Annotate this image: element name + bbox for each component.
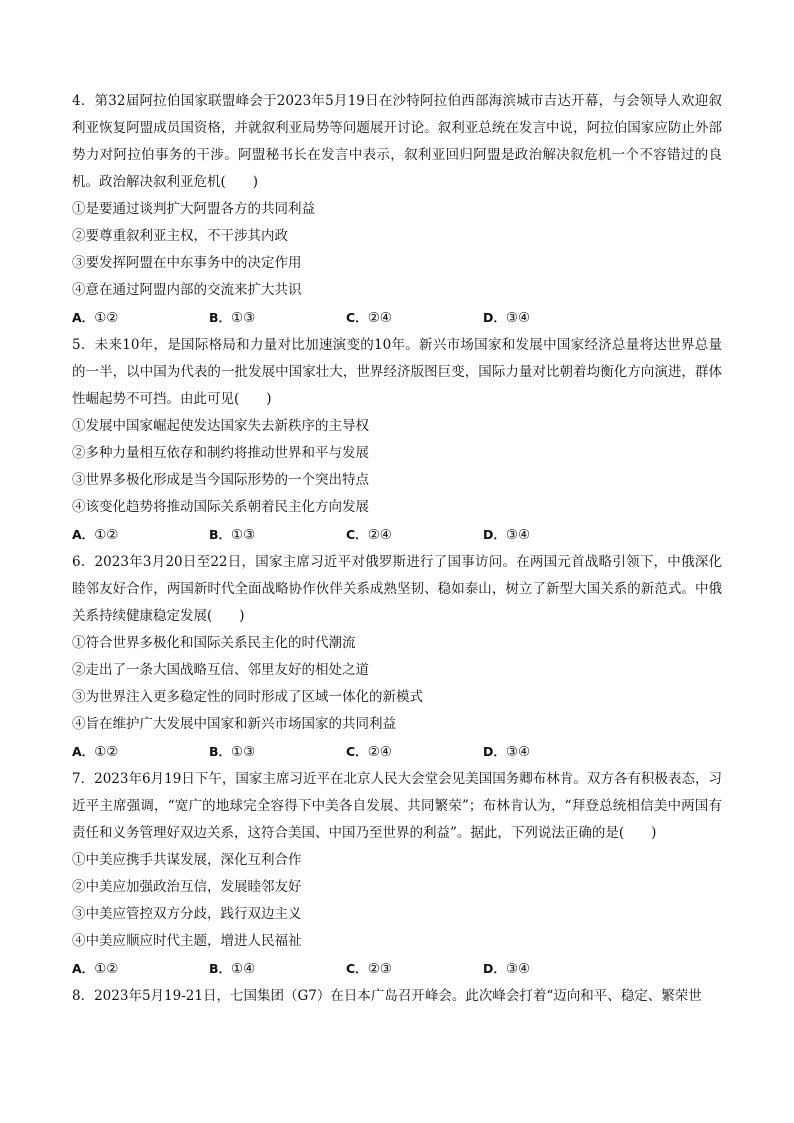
answer-choice-d	[483, 955, 620, 983]
answer-choice-a	[72, 955, 209, 983]
choice-letter: B．	[209, 310, 232, 325]
choice-text: ①③	[231, 527, 256, 543]
answer-choice-a	[72, 738, 209, 766]
statement-options	[72, 413, 722, 521]
choice-text: ①③	[231, 744, 256, 760]
statement-option: ③要发挥阿盟在中东事务中的决定作用	[72, 255, 302, 271]
statement-option: ①符合世界多极化和国际关系民主化的时代潮流	[72, 635, 356, 651]
choice-letter: B．	[209, 961, 232, 976]
question-stem: 4．第32届阿拉伯国家联盟峰会于2023年5月19日在沙特阿拉伯西部海滨城市吉达开幕，与会领导人欢迎叙利亚恢复阿盟成员国资格，并就叙利亚局势等问题展开讨论。叙利亚总统在发言中说，阿拉伯国家应防止外部势力对阿拉伯事务的干涉。阿盟秘书长在发言中表示，叙利亚回归阿盟是政治解决叙危机一个不容错过的良机。政治解决叙利亚危机( )	[72, 93, 722, 190]
statement-option: ②走出了一条大国战略互信、邻里友好的相处之道	[72, 662, 369, 678]
statement-options	[72, 847, 722, 955]
choice-letter: D．	[483, 744, 506, 759]
answer-choice-c	[346, 304, 483, 332]
answer-choice-a	[72, 304, 209, 332]
statement-option: ④意在通过阿盟内部的交流来扩大共识	[72, 282, 302, 298]
choice-text: ①③	[231, 310, 256, 326]
answer-choice-b	[209, 738, 346, 766]
statement-option: ④旨在维护广大发展中国家和新兴市场国家的共同利益	[72, 716, 396, 732]
choice-text: ③④	[505, 744, 531, 760]
statement-option: ②中美应加强政治互信，发展睦邻友好	[72, 879, 302, 895]
question-stem: 7．2023年6月19日下午，国家主席习近平在北京人民大会堂会见美国国务卿布林肯。双方各有积极表态，习近平主席强调，“宽广的地球完全容得下中美各自发展、共同繁荣”；布林肯认为，“拜登总统相信美中两国有责任和义务管理好双边关系，这符合美国、中国乃至世界的利益”。据此，下列说法正确的是( )	[72, 771, 722, 841]
answer-choice-d	[483, 304, 620, 332]
statement-options	[72, 196, 722, 304]
choice-text: ①②	[94, 961, 119, 977]
choice-letter: A．	[72, 527, 95, 542]
choice-letter: D．	[483, 527, 506, 542]
choice-text: ③④	[505, 961, 531, 977]
answer-choice-c	[346, 955, 483, 983]
choice-text: ②④	[367, 744, 392, 760]
answer-choice-b	[209, 955, 346, 983]
statement-option: ①是要通过谈判扩大阿盟各方的共同利益	[72, 201, 315, 217]
choice-letter: B．	[209, 744, 232, 759]
choice-letter: C．	[346, 310, 368, 325]
question-4	[72, 88, 722, 332]
answer-choice-c	[346, 738, 483, 766]
question-stem: 6．2023年3月20日至22日，国家主席习近平对俄罗斯进行了国事访问。在两国元首战略引领下，中俄深化睦邻友好合作，两国新时代全面战略协作伙伴关系成熟坚韧、稳如泰山，树立了新型大国关系的新范式。中俄关系持续健康稳定发展( )	[72, 554, 722, 624]
statement-option: ②多种力量相互依存和制约将推动世界和平与发展	[72, 445, 369, 461]
exam-page	[72, 88, 722, 1010]
statement-option: ④该变化趋势将推动国际关系朝着民主化方向发展	[72, 499, 369, 515]
choice-text: ②④	[367, 527, 392, 543]
choice-letter: C．	[346, 961, 368, 976]
choice-text: ③④	[505, 527, 531, 543]
answer-choice-c	[346, 521, 483, 549]
answer-choice-b	[209, 521, 346, 549]
answer-choice-b	[209, 304, 346, 332]
answer-choices	[72, 955, 722, 983]
choice-text: ①②	[94, 527, 119, 543]
question-6	[72, 549, 722, 766]
choice-letter: D．	[483, 961, 506, 976]
answer-choices	[72, 738, 722, 766]
question-stem: 5．未来10年，是国际格局和力量对比加速演变的10年。新兴市场国家和发展中国家经济总量将达世界总量的一半，以中国为代表的一批发展中国家壮大，世界经济版图巨变，国际力量对比朝着均衡化方向演进，群体性崛起势不可挡。由此可见( )	[72, 337, 722, 407]
choice-letter: A．	[72, 744, 95, 759]
statement-option: ①发展中国家崛起使发达国家失去新秩序的主导权	[72, 418, 369, 434]
answer-choices	[72, 521, 722, 549]
statement-option: ③中美应管控双方分歧，践行双边主义	[72, 906, 302, 922]
choice-letter: C．	[346, 527, 368, 542]
choice-text: ②④	[367, 310, 392, 326]
answer-choices	[72, 304, 722, 332]
statement-options	[72, 630, 722, 738]
choice-letter: D．	[483, 310, 506, 325]
statement-option: ④中美应顺应时代主题，增进人民福祉	[72, 933, 302, 949]
question-8	[72, 983, 722, 1010]
choice-letter: A．	[72, 310, 95, 325]
choice-text: ①④	[231, 961, 256, 977]
question-5	[72, 332, 722, 549]
question-7	[72, 766, 722, 983]
answer-choice-d	[483, 521, 620, 549]
choice-text: ③④	[505, 310, 531, 326]
choice-letter: B．	[209, 527, 232, 542]
statement-option: ③为世界注入更多稳定性的同时形成了区域一体化的新模式	[72, 689, 423, 705]
choice-letter: A．	[72, 961, 95, 976]
answer-choice-d	[483, 738, 620, 766]
answer-choice-a	[72, 521, 209, 549]
statement-option: ①中美应携手共谋发展，深化互利合作	[72, 852, 302, 868]
choice-text: ①②	[94, 310, 119, 326]
choice-text: ②③	[367, 961, 392, 977]
statement-option: ③世界多极化形成是当今国际形势的一个突出特点	[72, 472, 369, 488]
choice-letter: C．	[346, 744, 368, 759]
choice-text: ①②	[94, 744, 119, 760]
question-stem: 8．2023年5月19-21日，七国集团（G7）在日本广岛召开峰会。此次峰会打着“迈向和平、稳定、繁荣世	[72, 988, 702, 1004]
statement-option: ②要尊重叙利亚主权，不干涉其内政	[72, 228, 288, 244]
